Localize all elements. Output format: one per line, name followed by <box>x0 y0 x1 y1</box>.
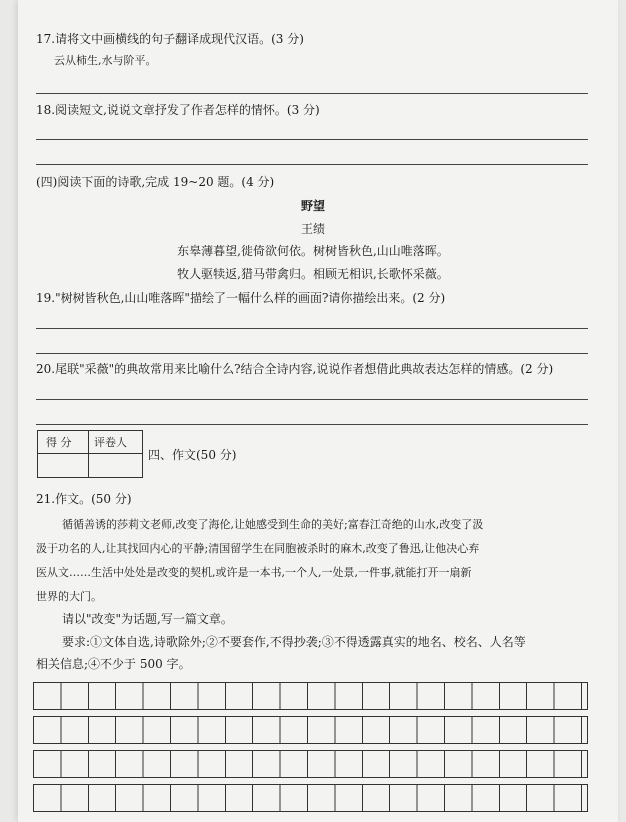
answer-line <box>36 139 588 140</box>
answer-line <box>36 424 588 425</box>
question-19-prompt: 19."树树皆秋色,山山唯落晖"描绘了一幅什么样的画面?请你描绘出来。(2 分) <box>36 291 446 305</box>
essay-prompt-line-4: 世界的大门。 <box>36 590 102 603</box>
writing-grid-row[interactable] <box>33 716 588 744</box>
poem-title: 野望 <box>300 199 325 213</box>
essay-prompt-line-2: 汲于功名的人,让其找回内心的平静;清国留学生在同胞被杀时的麻木,改变了鲁迅,让他决心弃 <box>36 542 480 555</box>
grader-label: 评卷人 <box>94 436 127 449</box>
score-label: 得 分 <box>46 436 72 449</box>
essay-instruction: 请以"改变"为话题,写一篇文章。 <box>62 612 233 626</box>
question-17-quote: 云从柿生,水与阶平。 <box>54 54 157 67</box>
answer-line <box>36 328 588 329</box>
writing-grid-row[interactable] <box>33 750 588 778</box>
question-20-prompt: 20.尾联"采薇"的典故常用来比喻什么?结合全诗内容,说说作者想借此典故表达怎样的情感。(2 分) <box>36 362 554 376</box>
question-17-prompt: 17.请将文中画横线的句子翻译成现代汉语。(3 分) <box>36 32 304 46</box>
question-21-title: 21.作文。(50 分) <box>36 492 132 506</box>
section-4-heading: (四)阅读下面的诗歌,完成 19~20 题。(4 分) <box>36 175 275 189</box>
writing-grid-row[interactable] <box>33 682 588 710</box>
answer-line <box>36 93 588 94</box>
poem-line-1: 东皋薄暮望,徙倚欲何依。树树皆秋色,山山唯落晖。 <box>177 244 449 258</box>
answer-line <box>36 164 588 165</box>
essay-prompt-line-3: 医从文……生活中处处是改变的契机,或许是一本书,一个人,一处景,一件事,就能打开一扇新 <box>36 566 472 579</box>
essay-requirements-line-2: 相关信息;④不少于 500 字。 <box>36 657 191 671</box>
question-18-prompt: 18.阅读短文,说说文章抒发了作者怎样的情怀。(3 分) <box>36 103 320 117</box>
score-table <box>37 430 143 478</box>
essay-section-heading: 四、作文(50 分) <box>148 448 237 462</box>
essay-prompt-line-1: 循循善诱的莎莉文老师,改变了海伦,让她感受到生命的美好;富春江奇绝的山水,改变了汲 <box>62 518 484 531</box>
answer-line <box>36 353 588 354</box>
poem-author: 王绩 <box>300 222 325 236</box>
writing-grid-row[interactable] <box>33 784 588 812</box>
poem-line-2: 牧人驱犊返,猎马带禽归。相顾无相识,长歌怀采薇。 <box>177 267 449 281</box>
answer-line <box>36 399 588 400</box>
essay-requirements-line-1: 要求:①文体自选,诗歌除外;②不要套作,不得抄袭;③不得透露真实的地名、校名、人名等 <box>62 635 526 649</box>
